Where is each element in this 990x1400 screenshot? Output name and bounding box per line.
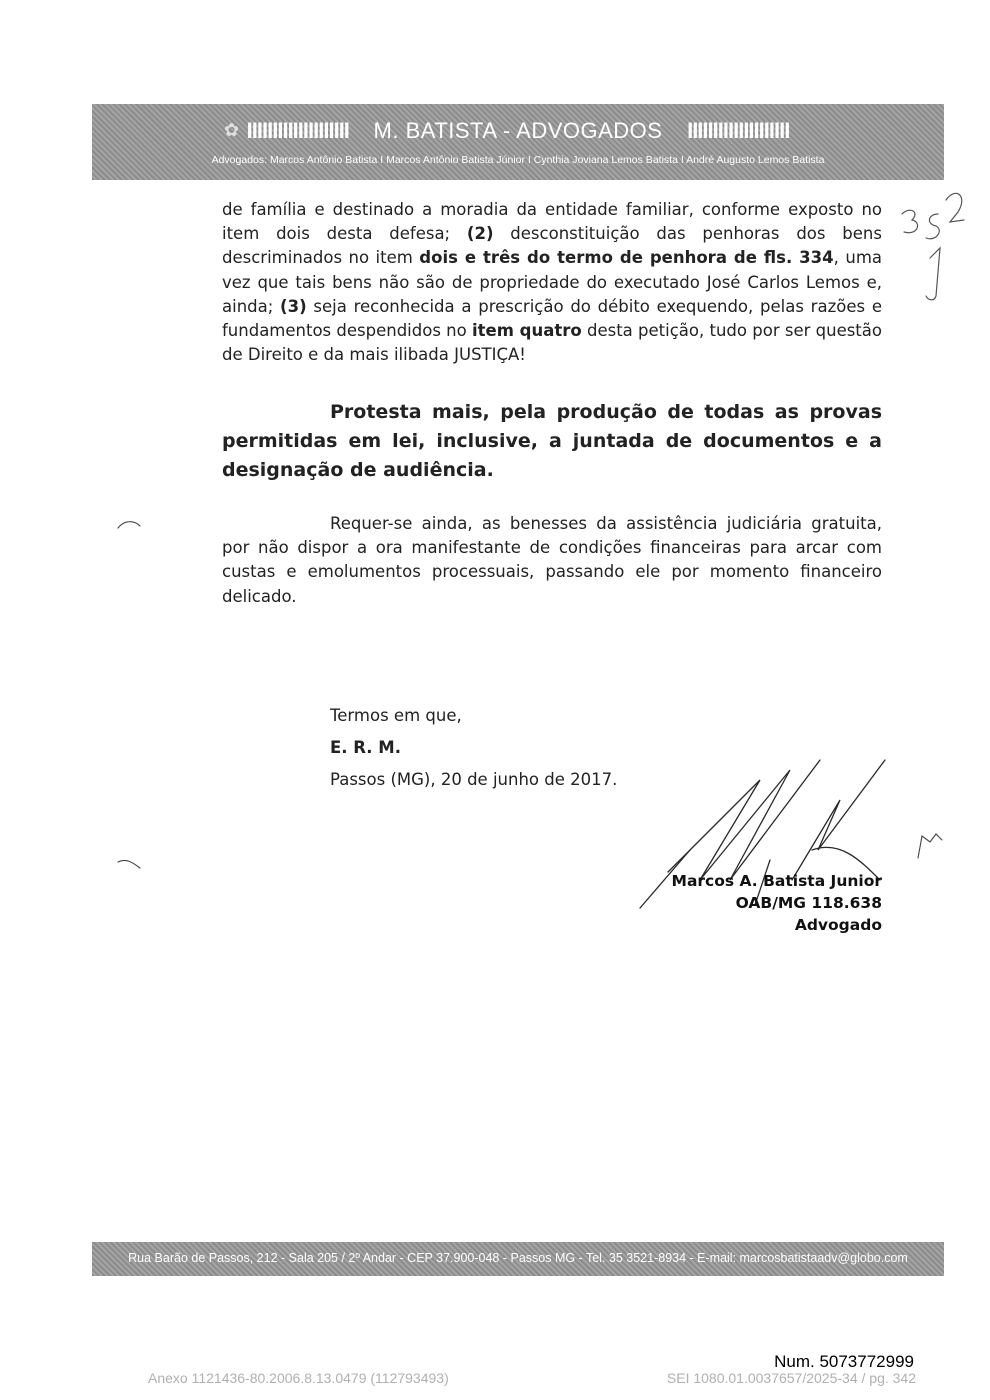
closing-termos: Termos em que, [330,706,462,725]
p2-text: Protesta mais, pela produção de todas as provas permitidas em lei, inclusive, a juntada de documentos e a designação de audiência. [222,401,882,481]
lawyers-list: Advogados: Marcos Antônio Batista I Marcos Antônio Batista Júnior I Cynthia Joviana Lemos Batista I André Augusto Lemos Batista [211,154,825,166]
p1-text-c: desconstituição das penhoras dos bens descriminados no item [222,224,882,268]
p1-text-g: seja reconhecida a prescrição do débito exequendo, pelas razões e fundamentos despendidos no [222,296,882,341]
annex-sei-page: SEI 1080.01.0037657/2025-34 / pg. 342 [666,1370,916,1386]
p1-text-a: de família e destinado a moradia da entidade familiar, conforme exposto no item dois desta defesa; [222,200,882,244]
closing-place-date: Passos (MG), 20 de junho de 2017. [330,770,618,789]
annex-line [148,1370,916,1386]
p1-text-i: desta petição, tudo por ser questão de Direito e da mais ilibada JUSTIÇA! [222,321,882,365]
footer-address: Rua Barão de Passos, 212 - Sala 205 / 2º Andar - CEP 37.900-048 - Passos MG - Tel. 35 3521-8934 - E-mail: marcosbatistaadv@globo.com [128,1251,908,1265]
firm-name: M. BATISTA - ADVOGADOS [373,118,663,143]
document-number: Num. 5073772999 [774,1352,914,1371]
annex-process: Anexo 1121436-80.2006.8.13.0479 (112793493) [148,1370,449,1386]
footer-band [92,1242,944,1276]
p1-bold-item-quatro: item quatro [472,321,582,341]
bars-right: IIIIIIIIIIIIIIIIIIII [687,118,790,143]
margin-note-352 [902,193,964,299]
p1-bold-fls: dois e três do termo de penhora de fls. 334 [419,248,834,268]
p1-item-3: (3) [280,296,307,316]
signer-name: Marcos A. Batista Junior [671,872,882,890]
bars-left: IIIIIIIIIIIIIIIIIIII [246,118,349,143]
margin-marks [118,522,942,868]
signer-role: Advogado [794,916,882,934]
signature-block [672,870,882,936]
p1-text-e: , uma vez que tais bens não são de propriedade do executado José Carlos Lemos e, ainda; [222,248,882,316]
signer-oab: OAB/MG 118.638 [735,894,882,912]
p3-text: Requer-se ainda, as benesses da assistência judiciária gratuita, por não dispor a ora manifestante de condições financeiras para arcar com custas e emolumentos processuais, passando ele por momento financeiro delicado. [222,514,882,606]
closing-erm: E. R. M. [330,738,401,757]
firm-logo-icon: ✿ [224,120,240,141]
p1-item-2: (2) [466,224,494,244]
